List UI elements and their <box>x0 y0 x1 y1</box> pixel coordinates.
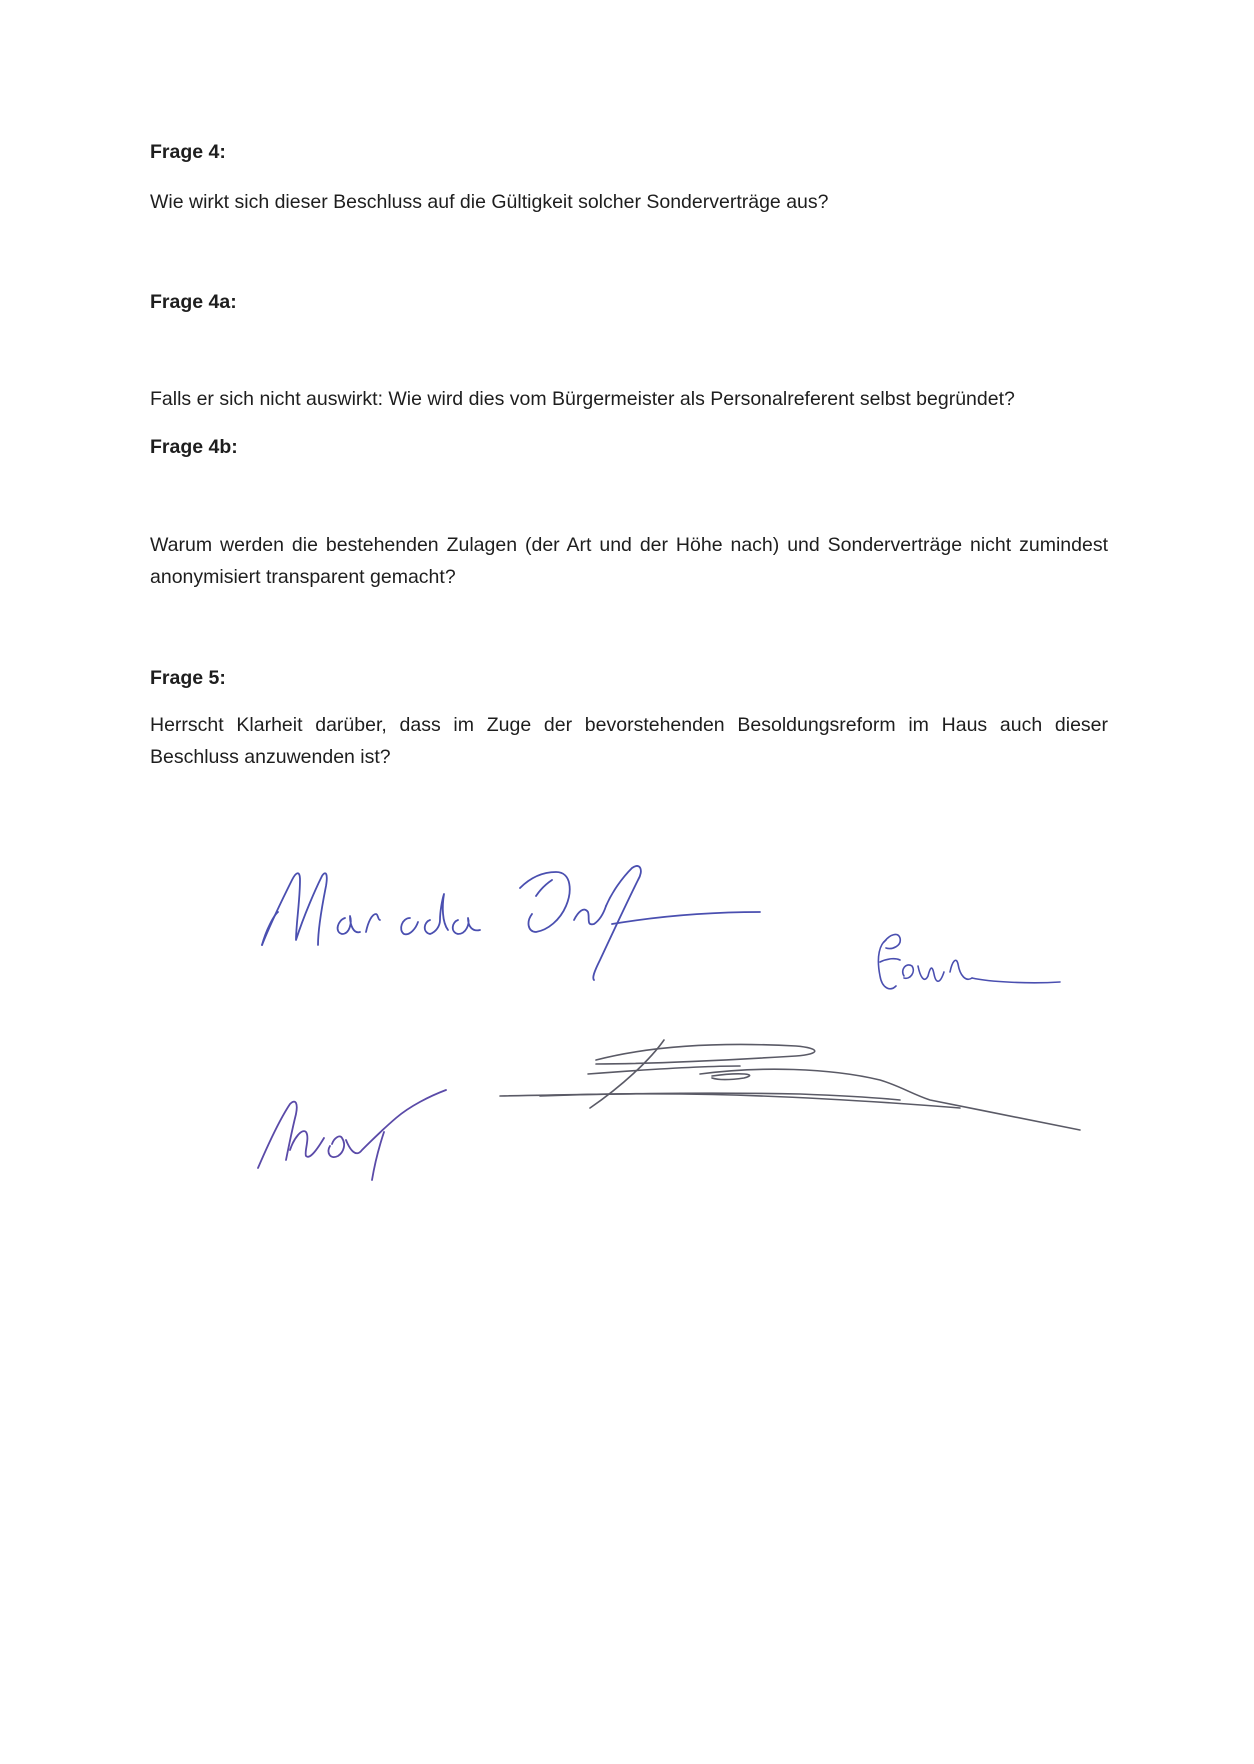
question-5-heading: Frage 5: <box>150 667 226 689</box>
question-4b-text: Warum werden die bestehenden Zulagen (der Art und der Höhe nach) und Sonderverträge nicht zumindest anonymisiert transparent gemacht? <box>150 534 1108 588</box>
question-4a-text: Falls er sich nicht auswirkt: Wie wird dies vom Bürgermeister als Personalreferent selbst begründet? <box>150 388 1015 410</box>
question-4-text: Wie wirkt sich dieser Beschluss auf die Gültigkeit solcher Sonderverträge aus? <box>150 191 829 213</box>
question-4b-heading: Frage 4b: <box>150 436 238 458</box>
signature-2 <box>878 935 1060 989</box>
signature-1 <box>262 866 760 980</box>
signature-3 <box>258 1090 446 1180</box>
question-5-text: Herrscht Klarheit darüber, dass im Zuge der bevorstehenden Besoldungsreform im Haus auch dieser Beschluss anzuwenden ist? <box>150 714 1108 768</box>
question-4a-heading: Frage 4a: <box>150 291 237 313</box>
question-4-heading: Frage 4: <box>150 141 226 163</box>
signature-4 <box>500 1040 1080 1130</box>
